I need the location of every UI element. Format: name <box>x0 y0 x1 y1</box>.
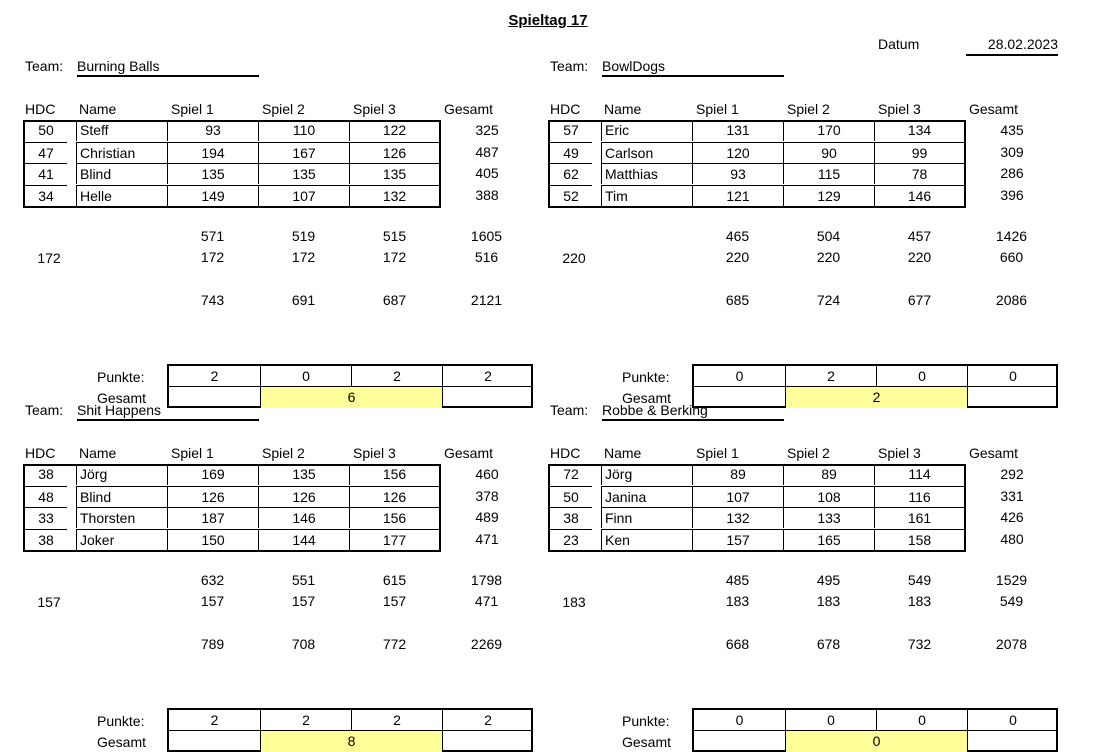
player-game3: 122 <box>349 120 441 141</box>
column-header-total: Gesamt <box>969 445 1019 461</box>
player-game2: 135 <box>258 163 349 184</box>
overall-label: Gesamt <box>622 734 672 750</box>
points-total: 0 <box>967 710 1058 730</box>
points-g2: 2 <box>785 366 876 386</box>
handicap-g2: 172 <box>291 249 316 265</box>
player-total: 487 <box>475 143 499 160</box>
column-header-total: Gesamt <box>444 101 494 117</box>
sum-g1: 571 <box>200 228 225 244</box>
final-g3: 732 <box>907 636 932 652</box>
overall-points: 2 <box>785 387 967 408</box>
player-game3: 99 <box>874 142 966 163</box>
player-game3: 126 <box>349 486 441 507</box>
player-game3: 78 <box>874 163 966 184</box>
player-game1: 89 <box>692 464 783 485</box>
player-game3: 114 <box>874 464 966 485</box>
player-name: Janina <box>601 486 693 507</box>
final-g1: 789 <box>200 636 225 652</box>
player-game2: 110 <box>258 120 349 141</box>
player-hdc: 48 <box>23 486 67 507</box>
overall-empty-right <box>967 731 1056 752</box>
final-g2: 708 <box>291 636 316 652</box>
sum-g2: 519 <box>291 228 316 244</box>
final-total: 2121 <box>470 292 503 308</box>
player-hdc: 41 <box>23 163 67 184</box>
sum-g2: 551 <box>291 572 316 588</box>
player-game2: 165 <box>783 529 874 550</box>
points-g1: 0 <box>735 712 744 728</box>
player-game1: 169 <box>167 464 258 485</box>
sum-total: 1798 <box>470 572 503 588</box>
player-game1: 149 <box>167 185 258 206</box>
column-header-total: Gesamt <box>969 101 1019 117</box>
date-label: Datum <box>878 36 920 52</box>
player-game2: 133 <box>783 507 874 528</box>
player-game3: 177 <box>349 529 441 550</box>
sum-g3: 549 <box>907 572 932 588</box>
column-header-game1: Spiel 1 <box>696 445 739 461</box>
player-game1: 157 <box>692 529 783 550</box>
points-label: Punkte: <box>97 713 145 729</box>
player-total: 309 <box>1000 143 1024 160</box>
player-game1: 135 <box>167 163 258 184</box>
player-hdc: 38 <box>548 507 592 528</box>
player-game2: 89 <box>783 464 874 485</box>
overall-label: Gesamt <box>97 734 147 750</box>
player-game3: 132 <box>349 185 441 206</box>
player-name: Jörg <box>76 464 168 485</box>
player-hdc: 62 <box>548 163 592 184</box>
player-name: Steff <box>76 120 168 141</box>
points-label: Punkte: <box>622 713 670 729</box>
team-handicap: 157 <box>37 594 61 610</box>
player-hdc: 38 <box>23 529 67 550</box>
points-label: Punkte: <box>97 369 145 385</box>
points-total: 2 <box>442 366 533 386</box>
sum-g2: 495 <box>816 572 841 588</box>
team-handicap: 172 <box>37 250 61 266</box>
column-header-hdc: HDC <box>550 445 581 461</box>
points-table <box>692 708 1058 752</box>
overall-points: 0 <box>785 731 967 752</box>
handicap-g2: 157 <box>291 593 316 609</box>
column-header-name: Name <box>604 101 642 117</box>
points-g1: 2 <box>210 368 219 384</box>
handicap-g3: 157 <box>382 593 407 609</box>
column-header-game2: Spiel 2 <box>262 445 305 461</box>
player-game2: 129 <box>783 185 874 206</box>
player-game1: 93 <box>167 120 258 141</box>
points-label: Punkte: <box>622 369 670 385</box>
player-total: 480 <box>1000 530 1024 547</box>
handicap-g1: 172 <box>200 249 225 265</box>
team-label: Team: <box>25 58 64 74</box>
sum-g1: 465 <box>725 228 750 244</box>
handicap-total: 549 <box>999 593 1024 609</box>
sum-g1: 632 <box>200 572 225 588</box>
handicap-total: 471 <box>474 593 499 609</box>
final-total: 2269 <box>470 636 503 652</box>
player-name: Jörg <box>601 464 693 485</box>
final-g1: 685 <box>725 292 750 308</box>
points-g3: 0 <box>876 366 967 386</box>
points-g1: 0 <box>735 368 744 384</box>
column-header-game3: Spiel 3 <box>353 445 396 461</box>
player-name: Helle <box>76 185 168 206</box>
player-game2: 126 <box>258 486 349 507</box>
player-game3: 156 <box>349 507 441 528</box>
handicap-total: 516 <box>474 249 499 265</box>
points-g1: 2 <box>210 712 219 728</box>
team-name: BowlDogs <box>602 58 784 77</box>
player-hdc: 33 <box>23 507 67 528</box>
player-game2: 108 <box>783 486 874 507</box>
column-header-game3: Spiel 3 <box>878 445 921 461</box>
points-total: 0 <box>967 366 1058 386</box>
player-total: 460 <box>475 466 499 482</box>
handicap-g1: 220 <box>725 249 750 265</box>
player-name: Joker <box>76 529 168 550</box>
team-name: Shit Happens <box>77 402 259 421</box>
handicap-g3: 172 <box>382 249 407 265</box>
team-label: Team: <box>25 402 64 418</box>
points-total: 2 <box>442 710 533 730</box>
player-hdc: 72 <box>548 464 592 485</box>
sum-g3: 615 <box>382 572 407 588</box>
player-hdc: 50 <box>23 120 67 141</box>
final-g1: 743 <box>200 292 225 308</box>
team-label: Team: <box>550 402 589 418</box>
player-game1: 132 <box>692 507 783 528</box>
column-header-hdc: HDC <box>25 445 56 461</box>
points-g2: 2 <box>260 710 351 730</box>
sum-g3: 515 <box>382 228 407 244</box>
player-total: 378 <box>475 487 499 504</box>
overall-label: Gesamt <box>97 390 147 406</box>
team-handicap: 220 <box>562 250 586 266</box>
column-header-game3: Spiel 3 <box>878 101 921 117</box>
column-header-game3: Spiel 3 <box>353 101 396 117</box>
player-game1: 131 <box>692 120 783 141</box>
sum-total: 1529 <box>995 572 1028 588</box>
handicap-g3: 220 <box>907 249 932 265</box>
handicap-g2: 183 <box>816 593 841 609</box>
points-g2: 0 <box>785 710 876 730</box>
team-block <box>25 402 545 750</box>
team-block <box>25 58 545 406</box>
handicap-total: 660 <box>999 249 1024 265</box>
player-name: Ken <box>601 529 693 550</box>
player-name: Carlson <box>601 142 693 163</box>
player-name: Finn <box>601 507 693 528</box>
player-game3: 161 <box>874 507 966 528</box>
overall-empty-left <box>694 731 785 752</box>
points-table <box>167 708 533 752</box>
player-game3: 135 <box>349 163 441 184</box>
player-total: 388 <box>475 186 499 203</box>
player-game3: 116 <box>874 486 966 507</box>
overall-points: 8 <box>260 731 442 752</box>
final-g3: 677 <box>907 292 932 308</box>
team-handicap: 183 <box>562 594 586 610</box>
points-g3: 2 <box>351 710 442 730</box>
column-header-game1: Spiel 1 <box>171 101 214 117</box>
final-g2: 724 <box>816 292 841 308</box>
player-game1: 150 <box>167 529 258 550</box>
player-game2: 90 <box>783 142 874 163</box>
column-header-hdc: HDC <box>25 101 56 117</box>
player-game1: 126 <box>167 486 258 507</box>
final-g2: 691 <box>291 292 316 308</box>
player-name: Christian <box>76 142 168 163</box>
final-g1: 668 <box>725 636 750 652</box>
column-header-game1: Spiel 1 <box>696 101 739 117</box>
final-g3: 772 <box>382 636 407 652</box>
team-label: Team: <box>550 58 589 74</box>
player-total: 426 <box>1000 509 1024 525</box>
player-hdc: 47 <box>23 142 67 163</box>
player-hdc: 34 <box>23 185 67 206</box>
column-header-name: Name <box>79 445 117 461</box>
player-hdc: 23 <box>548 529 592 550</box>
player-hdc: 38 <box>23 464 67 485</box>
column-header-total: Gesamt <box>444 445 494 461</box>
player-total: 396 <box>1000 186 1024 203</box>
handicap-g3: 183 <box>907 593 932 609</box>
player-game1: 194 <box>167 142 258 163</box>
player-game2: 115 <box>783 163 874 184</box>
column-header-name: Name <box>604 445 642 461</box>
points-g3: 2 <box>351 366 442 386</box>
sum-total: 1426 <box>995 228 1028 244</box>
handicap-g1: 157 <box>200 593 225 609</box>
player-total: 331 <box>1000 487 1024 504</box>
overall-empty-left <box>169 731 260 752</box>
overall-empty-right <box>442 731 531 752</box>
player-name: Blind <box>76 163 168 184</box>
column-header-game2: Spiel 2 <box>262 101 305 117</box>
player-game3: 158 <box>874 529 966 550</box>
player-game2: 170 <box>783 120 874 141</box>
team-name: Burning Balls <box>77 58 259 77</box>
player-game2: 135 <box>258 464 349 485</box>
player-game1: 121 <box>692 185 783 206</box>
column-header-hdc: HDC <box>550 101 581 117</box>
sum-total: 1605 <box>470 228 503 244</box>
player-name: Thorsten <box>76 507 168 528</box>
player-name: Tim <box>601 185 693 206</box>
column-header-name: Name <box>79 101 117 117</box>
date-value: 28.02.2023 <box>966 36 1058 56</box>
sum-g3: 457 <box>907 228 932 244</box>
page-title: Spieltag 17 <box>508 12 588 29</box>
player-hdc: 49 <box>548 142 592 163</box>
column-header-game1: Spiel 1 <box>171 445 214 461</box>
player-hdc: 50 <box>548 486 592 507</box>
player-hdc: 52 <box>548 185 592 206</box>
sum-g1: 485 <box>725 572 750 588</box>
player-total: 286 <box>1000 165 1024 181</box>
player-game3: 134 <box>874 120 966 141</box>
player-game3: 126 <box>349 142 441 163</box>
player-game3: 146 <box>874 185 966 206</box>
overall-points: 6 <box>260 387 442 408</box>
player-game1: 93 <box>692 163 783 184</box>
player-game1: 187 <box>167 507 258 528</box>
player-total: 471 <box>475 530 499 547</box>
player-game1: 107 <box>692 486 783 507</box>
player-game3: 156 <box>349 464 441 485</box>
final-total: 2086 <box>995 292 1028 308</box>
player-total: 325 <box>475 122 499 138</box>
player-total: 435 <box>1000 122 1024 138</box>
overall-label: Gesamt <box>622 390 672 406</box>
handicap-g1: 183 <box>725 593 750 609</box>
points-g2: 0 <box>260 366 351 386</box>
player-total: 405 <box>475 165 499 181</box>
sum-g2: 504 <box>816 228 841 244</box>
column-header-game2: Spiel 2 <box>787 101 830 117</box>
player-game1: 120 <box>692 142 783 163</box>
final-total: 2078 <box>995 636 1028 652</box>
player-hdc: 57 <box>548 120 592 141</box>
player-game2: 107 <box>258 185 349 206</box>
team-block <box>550 402 1070 750</box>
player-game2: 144 <box>258 529 349 550</box>
player-game2: 146 <box>258 507 349 528</box>
column-header-game2: Spiel 2 <box>787 445 830 461</box>
player-total: 292 <box>1000 466 1024 482</box>
final-g3: 687 <box>382 292 407 308</box>
handicap-g2: 220 <box>816 249 841 265</box>
points-g3: 0 <box>876 710 967 730</box>
player-total: 489 <box>475 509 499 525</box>
player-game2: 167 <box>258 142 349 163</box>
final-g2: 678 <box>816 636 841 652</box>
player-name: Eric <box>601 120 693 141</box>
team-block <box>550 58 1070 406</box>
player-name: Blind <box>76 486 168 507</box>
player-name: Matthias <box>601 163 693 184</box>
team-name: Robbe & Berking <box>602 402 784 421</box>
